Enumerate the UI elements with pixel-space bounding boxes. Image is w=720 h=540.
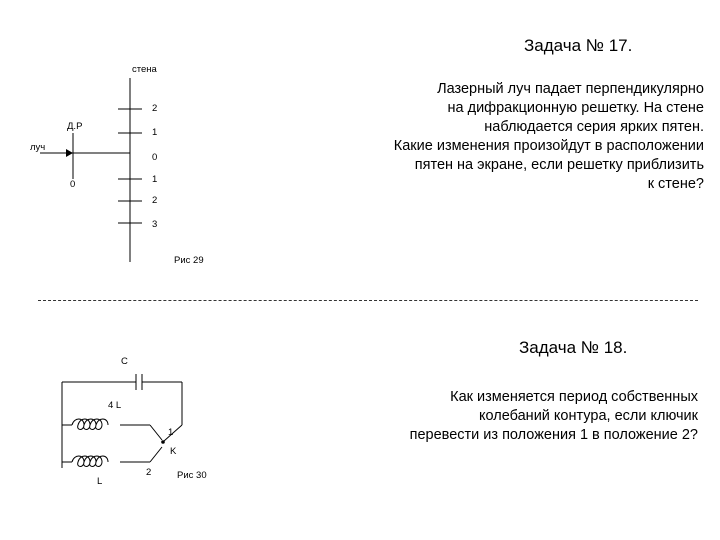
- grating-zero-label: 0: [70, 179, 76, 190]
- task17-line-2: на дифракционную решетку. На стене: [447, 100, 704, 116]
- mark-label: 2: [152, 195, 158, 206]
- figure-30-caption: Рис 30: [177, 470, 207, 481]
- coil-l-label: L: [97, 476, 103, 487]
- coil-4l-lead: [150, 425, 162, 440]
- switch-label: K: [170, 446, 177, 457]
- mark-label: 2: [152, 103, 158, 114]
- beam-arrow-icon: [66, 149, 73, 157]
- task18-problem-text: [410, 388, 698, 445]
- wall-label: стена: [132, 64, 157, 75]
- task17-line-1: Лазерный луч падает перпендикулярно: [437, 81, 704, 97]
- task18-title: Задача № 18.: [519, 338, 628, 357]
- task17-line-3: наблюдается серия ярких пятен.: [484, 119, 704, 135]
- task17-line-4: Какие изменения произойдут в расположении: [393, 138, 704, 154]
- task18-line-1: Как изменяется период собственных: [450, 389, 698, 405]
- mark-label: 3: [152, 219, 158, 230]
- coil-4l-label: 4 L: [108, 400, 122, 411]
- beam-label: луч: [30, 142, 46, 153]
- coil-4l: [72, 419, 108, 430]
- switch-position-2-label: 2: [146, 467, 152, 478]
- task17-line-6: к стене?: [647, 176, 704, 192]
- task18-line-3: перевести из положения 1 в положение 2?: [409, 427, 698, 443]
- section-divider: [38, 300, 698, 301]
- task17-line-5: пятен на экране, если решетку приблизить: [414, 157, 704, 173]
- switch-pivot: [161, 440, 165, 444]
- coil-l-lead: [150, 447, 162, 462]
- capacitor-label: C: [121, 356, 128, 367]
- mark-label: 1: [152, 127, 158, 138]
- grating-label: Д.Р: [67, 121, 83, 132]
- figure-29-caption: Рис 29: [174, 255, 204, 266]
- switch-position-1-label: 1: [168, 427, 174, 438]
- mark-label: 1: [152, 174, 158, 185]
- task18-line-2: колебаний контура, если ключик: [479, 408, 698, 424]
- task17-title: Задача № 17.: [524, 36, 633, 55]
- coil-l: [72, 456, 108, 467]
- mark-label: 0: [152, 152, 158, 163]
